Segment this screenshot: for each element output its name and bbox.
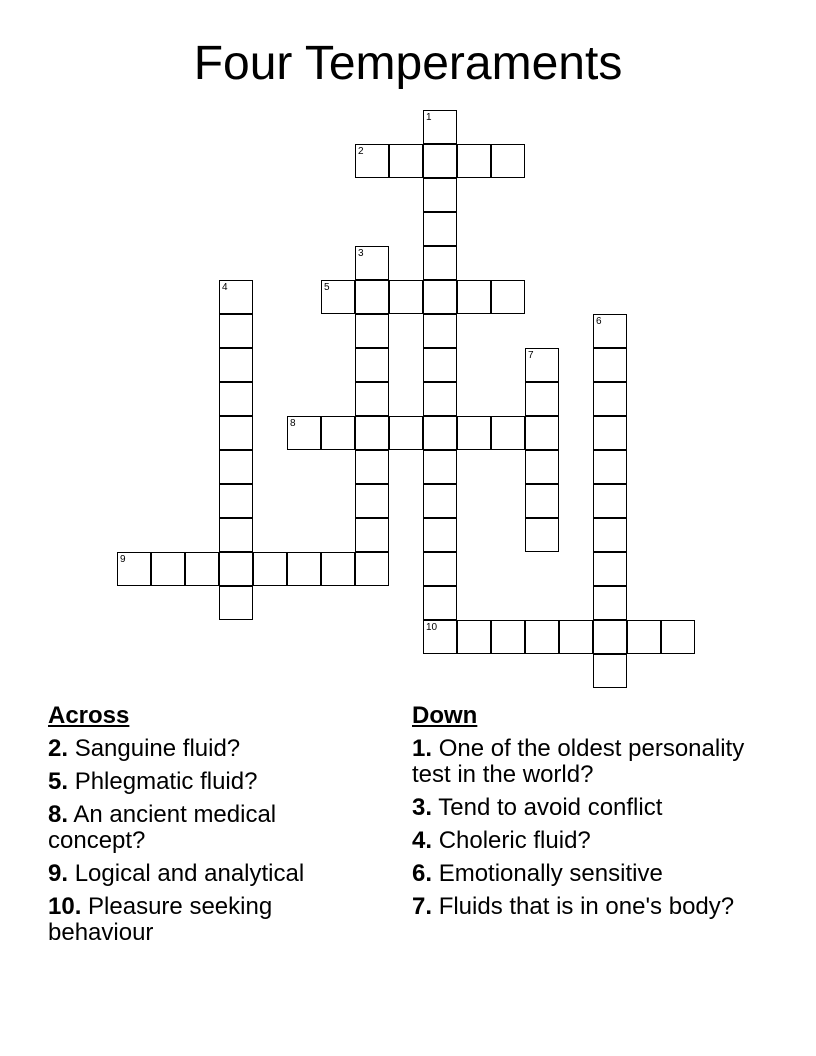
grid-cell[interactable] [355, 416, 389, 450]
clue-text: Emotionally sensitive [438, 860, 663, 887]
grid-cell[interactable] [355, 314, 389, 348]
grid-cell[interactable] [593, 314, 627, 348]
clue-across-8 [48, 802, 378, 854]
cell-number: 8 [290, 418, 296, 429]
grid-cell[interactable] [525, 348, 559, 382]
grid-cell[interactable] [525, 416, 559, 450]
grid-cell[interactable] [423, 586, 457, 620]
grid-cell[interactable] [593, 450, 627, 484]
clue-text: One of the oldest personality test in the world? [412, 735, 745, 788]
grid-cell[interactable] [593, 382, 627, 416]
grid-cell[interactable] [423, 620, 457, 654]
grid-cell[interactable] [355, 280, 389, 314]
grid-cell[interactable] [423, 280, 457, 314]
grid-cell[interactable] [253, 552, 287, 586]
clue-text: Phlegmatic fluid? [74, 768, 258, 795]
clue-down-4 [412, 828, 782, 854]
grid-cell[interactable] [219, 552, 253, 586]
clue-number: 8. [48, 801, 69, 828]
grid-cell[interactable] [287, 416, 321, 450]
grid-cell[interactable] [457, 416, 491, 450]
clue-number: 6. [412, 860, 433, 887]
grid-cell[interactable] [321, 552, 355, 586]
clue-down-3 [412, 795, 782, 821]
clue-number: 10. [48, 893, 82, 920]
across-clues [48, 703, 378, 953]
grid-cell[interactable] [423, 416, 457, 450]
grid-cell[interactable] [525, 518, 559, 552]
grid-cell[interactable] [423, 246, 457, 280]
grid-cell[interactable] [423, 518, 457, 552]
grid-cell[interactable] [593, 552, 627, 586]
grid-cell[interactable] [423, 484, 457, 518]
grid-cell[interactable] [355, 552, 389, 586]
grid-cell[interactable] [457, 620, 491, 654]
grid-cell[interactable] [117, 552, 151, 586]
grid-cell[interactable] [423, 348, 457, 382]
grid-cell[interactable] [219, 586, 253, 620]
cell-number: 5 [324, 282, 330, 293]
clue-number: 7. [412, 893, 433, 920]
cell-number: 9 [120, 554, 126, 565]
down-clues [412, 703, 782, 927]
clue-across-2 [48, 736, 378, 762]
grid-cell[interactable] [423, 178, 457, 212]
grid-cell[interactable] [151, 552, 185, 586]
clue-number: 1. [412, 735, 433, 762]
grid-cell[interactable] [593, 586, 627, 620]
clue-text: Logical and analytical [74, 860, 305, 887]
grid-cell[interactable] [423, 212, 457, 246]
clue-number: 3. [412, 794, 433, 821]
grid-cell[interactable] [423, 144, 457, 178]
grid-cell[interactable] [491, 144, 525, 178]
cell-number: 6 [596, 316, 602, 327]
grid-cell[interactable] [593, 654, 627, 688]
clue-down-6 [412, 861, 782, 887]
grid-cell[interactable] [355, 348, 389, 382]
clue-text: Choleric fluid? [438, 827, 591, 854]
grid-cell[interactable] [355, 246, 389, 280]
puzzle-title: Four Temperaments [193, 37, 623, 90]
clue-text: Tend to avoid conflict [438, 794, 663, 821]
across-heading: Across [48, 702, 130, 729]
cell-number: 7 [528, 350, 534, 361]
grid-cell[interactable] [389, 280, 423, 314]
clue-text: Fluids that is in one's body? [438, 893, 735, 920]
grid-cell[interactable] [661, 620, 695, 654]
grid-cell[interactable] [321, 280, 355, 314]
cell-number: 2 [358, 146, 364, 157]
clue-number: 5. [48, 768, 69, 795]
grid-cell[interactable] [423, 450, 457, 484]
cell-number: 10 [426, 622, 438, 633]
grid-cell[interactable] [219, 348, 253, 382]
clue-number: 2. [48, 735, 69, 762]
grid-cell[interactable] [219, 314, 253, 348]
grid-cell[interactable] [423, 552, 457, 586]
grid-cell[interactable] [219, 450, 253, 484]
grid-cell[interactable] [593, 416, 627, 450]
grid-cell[interactable] [185, 552, 219, 586]
clue-number: 4. [412, 827, 433, 854]
grid-cell[interactable] [593, 348, 627, 382]
grid-cell[interactable] [525, 484, 559, 518]
clue-across-9 [48, 861, 378, 887]
grid-cell[interactable] [525, 620, 559, 654]
clue-text: Pleasure seeking behaviour [48, 893, 273, 946]
grid-cell[interactable] [389, 144, 423, 178]
cell-number: 3 [358, 248, 364, 259]
grid-cell[interactable] [321, 416, 355, 450]
grid-cell[interactable] [627, 620, 661, 654]
clue-down-7 [412, 894, 782, 920]
grid-cell[interactable] [491, 620, 525, 654]
grid-cell[interactable] [287, 552, 321, 586]
cell-number: 1 [426, 112, 432, 123]
grid-cell[interactable] [525, 450, 559, 484]
grid-cell[interactable] [389, 416, 423, 450]
grid-cell[interactable] [219, 382, 253, 416]
clue-number: 9. [48, 860, 69, 887]
down-heading: Down [412, 702, 478, 729]
grid-cell[interactable] [593, 518, 627, 552]
clue-across-5 [48, 769, 378, 795]
grid-cell[interactable] [219, 280, 253, 314]
grid-cell[interactable] [491, 280, 525, 314]
clue-across-10 [48, 894, 378, 946]
grid-cell[interactable] [219, 518, 253, 552]
grid-cell[interactable] [355, 144, 389, 178]
cell-number: 4 [222, 282, 228, 293]
grid-cell[interactable] [491, 416, 525, 450]
grid-cell[interactable] [423, 382, 457, 416]
grid-cell[interactable] [355, 484, 389, 518]
grid-cell[interactable] [559, 620, 593, 654]
grid-cell[interactable] [219, 416, 253, 450]
clue-text: An ancient medical concept? [48, 801, 277, 854]
clue-text: Sanguine fluid? [74, 735, 241, 762]
grid-cell[interactable] [355, 382, 389, 416]
grid-cell[interactable] [457, 144, 491, 178]
grid-cell[interactable] [423, 110, 457, 144]
grid-cell[interactable] [593, 620, 627, 654]
grid-cell[interactable] [423, 314, 457, 348]
grid-cell[interactable] [355, 518, 389, 552]
grid-cell[interactable] [219, 484, 253, 518]
grid-cell[interactable] [355, 450, 389, 484]
grid-cell[interactable] [457, 280, 491, 314]
clue-down-1 [412, 736, 782, 788]
grid-cell[interactable] [593, 484, 627, 518]
grid-cell[interactable] [525, 382, 559, 416]
